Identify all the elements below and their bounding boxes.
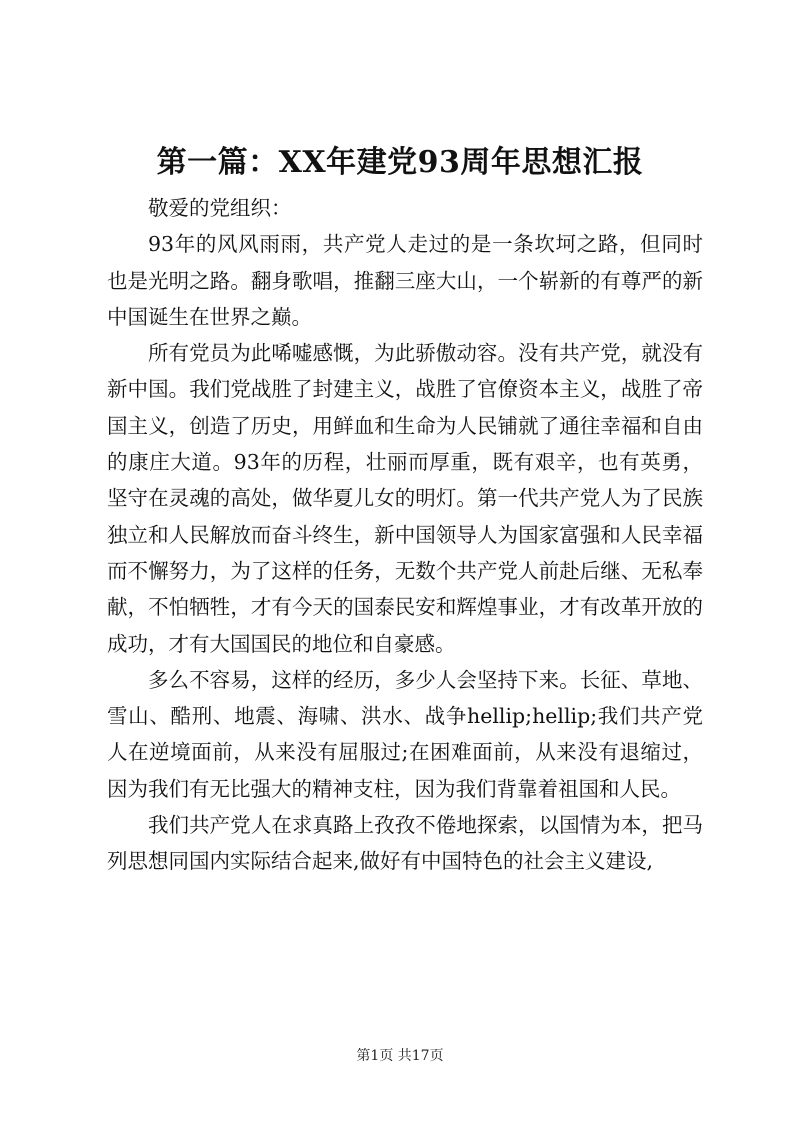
paragraph-4: 我们共产党人在求真路上孜孜不倦地探索，以国情为本，把马列思想同国内实际结合起来,做好有中国特色的社会主义建设, xyxy=(107,813,703,874)
paragraph-3: 多么不容易，这样的经历，多少人会坚持下来。长征、草地、雪山、酷刑、地震、海啸、洪水、战争hellip;hellip;我们共产党人在逆境面前，从来没有屈服过;在困难面前，从来没有退缩过，因为我们有无比强大的精神支柱，因为我们背靠着祖国和人民。 xyxy=(107,667,703,801)
paragraph-1: 93年的风风雨雨，共产党人走过的是一条坎坷之路，但同时也是光明之路。翻身歌唱，推翻三座大山，一个崭新的有尊严的新中国诞生在世界之巅。 xyxy=(107,232,703,329)
paragraph-2: 所有党员为此唏嘘感慨，为此骄傲动容。没有共产党，就没有新中国。我们党战胜了封建主义，战胜了官僚资本主义，战胜了帝国主义，创造了历史，用鲜血和生命为人民铺就了通往幸福和自由的康庄大道。93年的历程，壮丽而厚重，既有艰辛，也有英勇，坚守在灵魂的高处，做华夏儿女的明灯。第一代共产党人为了民族独立和人民解放而奋斗终生，新中国领导人为国家富强和人民幸福而不懈努力，为了这样的任务，无数个共产党人前赴后继、无私奉献，不怕牺牲，才有今天的国泰民安和辉煌事业，才有改革开放的成功，才有大国国民的地位和自豪感。 xyxy=(107,341,703,656)
document-body xyxy=(107,190,703,880)
page-footer: 第1页 共17页 xyxy=(356,1048,444,1064)
greeting-line: 敬爱的党组织： xyxy=(148,196,292,220)
document-title: 第一篇：XX年建党93周年思想汇报 xyxy=(156,145,644,180)
